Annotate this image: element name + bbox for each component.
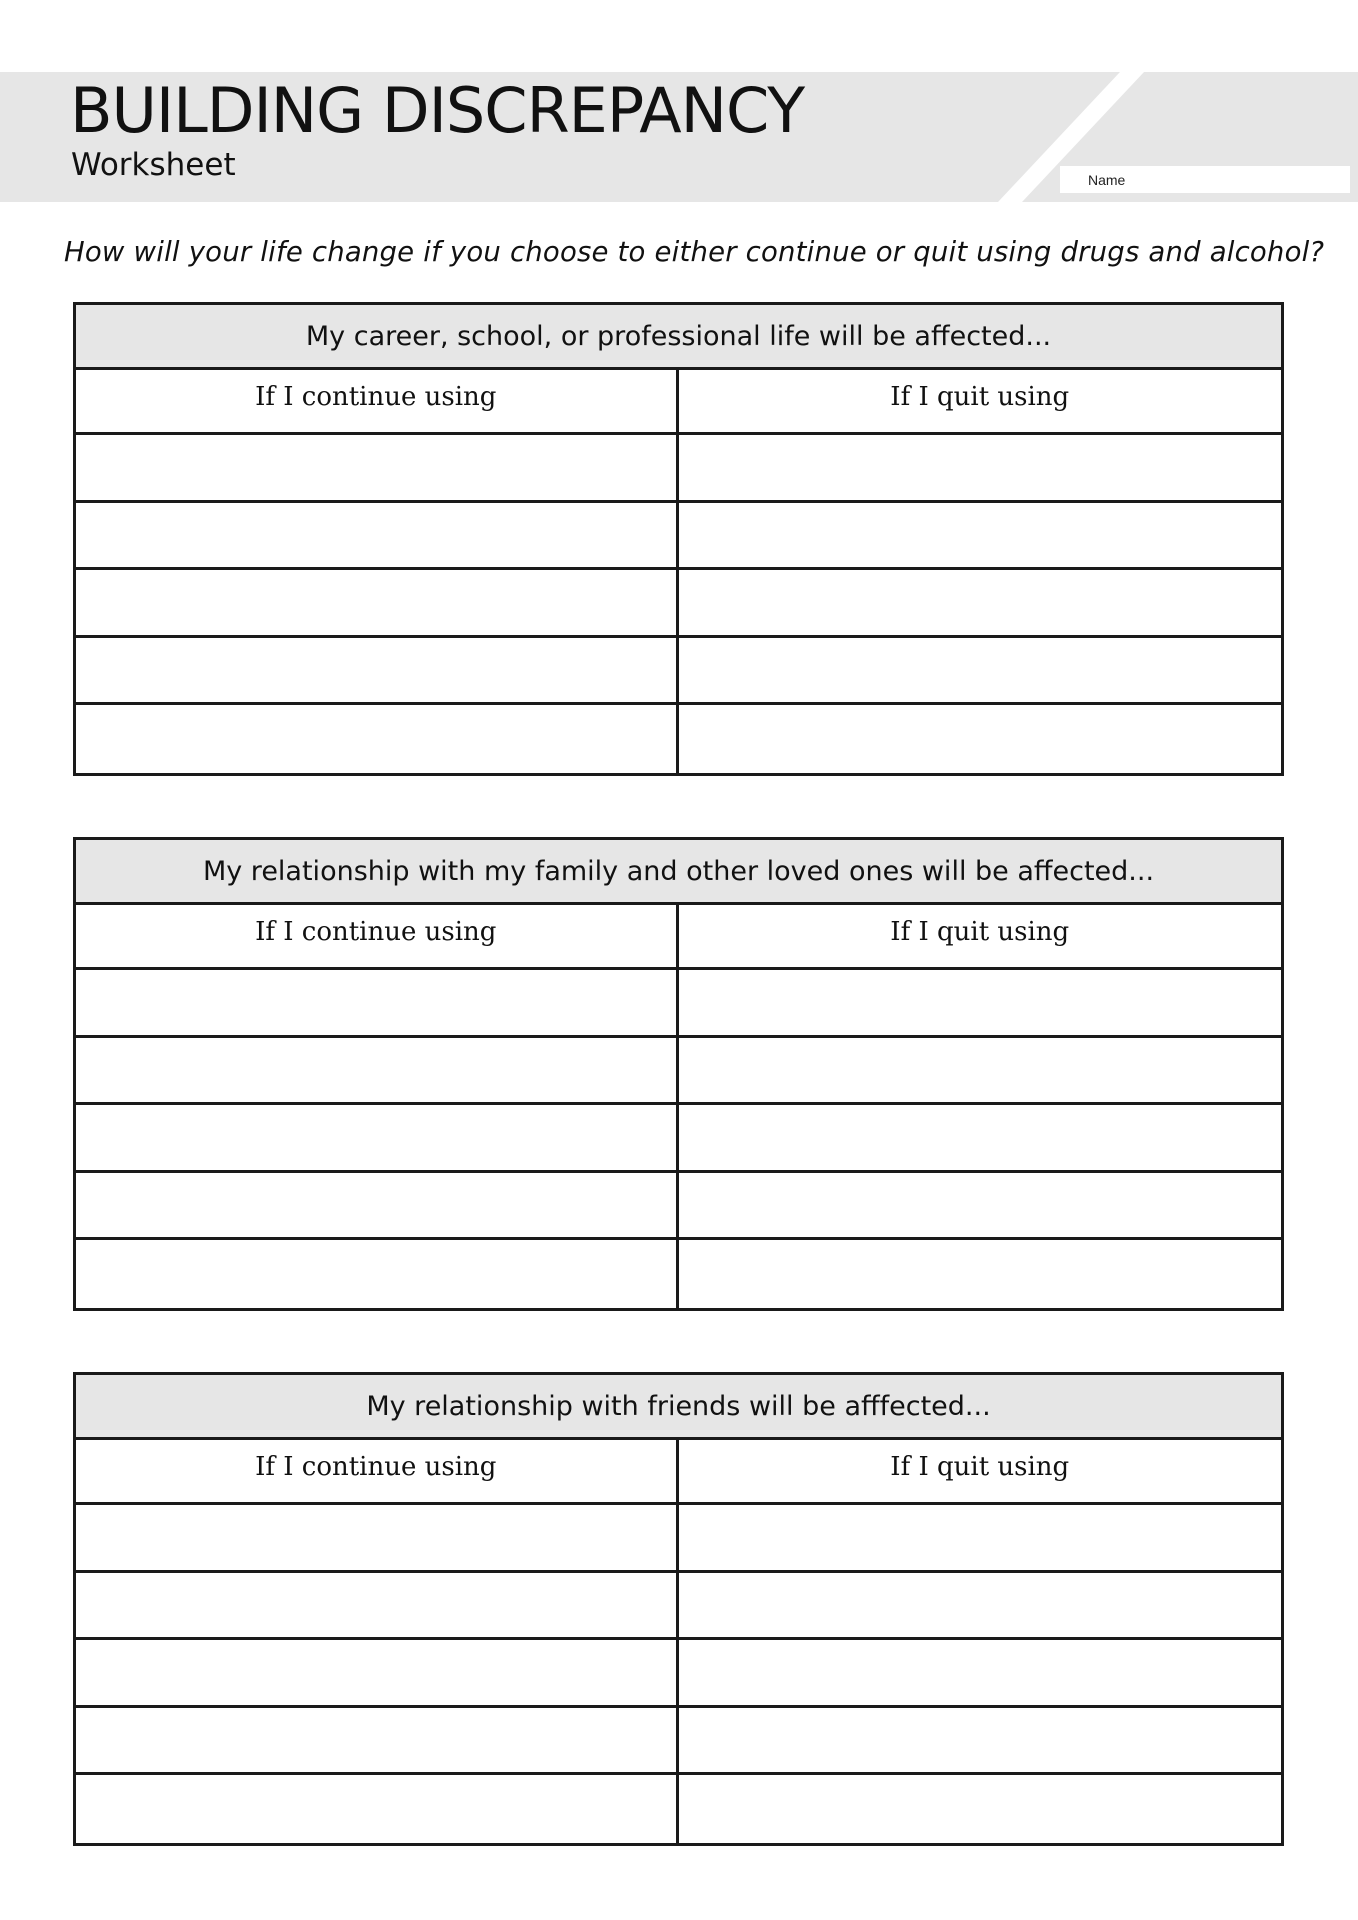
quit-answer-cell[interactable] [679, 1105, 1282, 1170]
quit-answer-cell[interactable] [679, 1640, 1282, 1705]
table-row [76, 1105, 1281, 1173]
continue-answer-cell[interactable] [76, 1573, 679, 1638]
continue-answer-cell[interactable] [76, 970, 679, 1035]
column-labels-row [76, 370, 1281, 435]
table-row [76, 503, 1281, 571]
table-row [76, 1173, 1281, 1241]
continue-answer-cell[interactable] [76, 570, 679, 635]
continue-answer-cell[interactable] [76, 503, 679, 568]
continue-answer-cell[interactable] [76, 1105, 679, 1170]
table-row [76, 1775, 1281, 1843]
continue-answer-cell[interactable] [76, 1038, 679, 1103]
quit-answer-cell[interactable] [679, 435, 1282, 500]
continue-answer-cell[interactable] [76, 1708, 679, 1773]
quit-answer-cell[interactable] [679, 503, 1282, 568]
section-friends [73, 1372, 1284, 1846]
quit-answer-cell[interactable] [679, 1708, 1282, 1773]
continue-using-label: If I continue using [76, 905, 679, 967]
continue-answer-cell[interactable] [76, 1775, 679, 1843]
quit-answer-cell[interactable] [679, 1505, 1282, 1570]
continue-answer-cell[interactable] [76, 1173, 679, 1238]
page-title: BUILDING DISCREPANCY [70, 74, 805, 147]
continue-using-label: If I continue using [76, 370, 679, 432]
table-row [76, 970, 1281, 1038]
continue-answer-cell[interactable] [76, 705, 679, 773]
quit-using-label: If I quit using [890, 917, 1070, 947]
table-row [76, 705, 1281, 773]
quit-answer-cell[interactable] [679, 970, 1282, 1035]
section-family [73, 837, 1284, 1311]
quit-answer-cell[interactable] [679, 705, 1282, 773]
quit-answer-cell[interactable] [679, 638, 1282, 703]
section-heading: My relationship with friends will be afffected... [76, 1375, 1281, 1440]
column-labels-row [76, 905, 1281, 970]
table-row [76, 1505, 1281, 1573]
section-heading: My relationship with my family and other loved ones will be affected... [76, 840, 1281, 905]
section-career [73, 302, 1284, 776]
worksheet-question: How will your life change if you choose to either continue or quit using drugs and alcohol? [64, 236, 1325, 268]
table-row [76, 570, 1281, 638]
column-labels-row [76, 1440, 1281, 1505]
table-row [76, 638, 1281, 706]
continue-answer-cell[interactable] [76, 1505, 679, 1570]
continue-answer-cell[interactable] [76, 435, 679, 500]
page-subtitle: Worksheet [71, 147, 236, 183]
section-heading: My career, school, or professional life will be affected... [76, 305, 1281, 370]
quit-using-label: If I quit using [890, 382, 1070, 412]
continue-answer-cell[interactable] [76, 1640, 679, 1705]
table-row [76, 435, 1281, 503]
table-row [76, 1708, 1281, 1776]
quit-answer-cell[interactable] [679, 570, 1282, 635]
quit-answer-cell[interactable] [679, 1038, 1282, 1103]
quit-using-label: If I quit using [890, 1452, 1070, 1482]
table-row [76, 1240, 1281, 1308]
table-row [76, 1038, 1281, 1106]
table-row [76, 1573, 1281, 1641]
quit-answer-cell[interactable] [679, 1240, 1282, 1308]
name-field[interactable] [1060, 166, 1350, 193]
name-label: Name [1088, 171, 1126, 188]
continue-answer-cell[interactable] [76, 638, 679, 703]
quit-answer-cell[interactable] [679, 1775, 1282, 1843]
continue-using-label: If I continue using [76, 1440, 679, 1502]
table-row [76, 1640, 1281, 1708]
quit-answer-cell[interactable] [679, 1573, 1282, 1638]
quit-answer-cell[interactable] [679, 1173, 1282, 1238]
continue-answer-cell[interactable] [76, 1240, 679, 1308]
